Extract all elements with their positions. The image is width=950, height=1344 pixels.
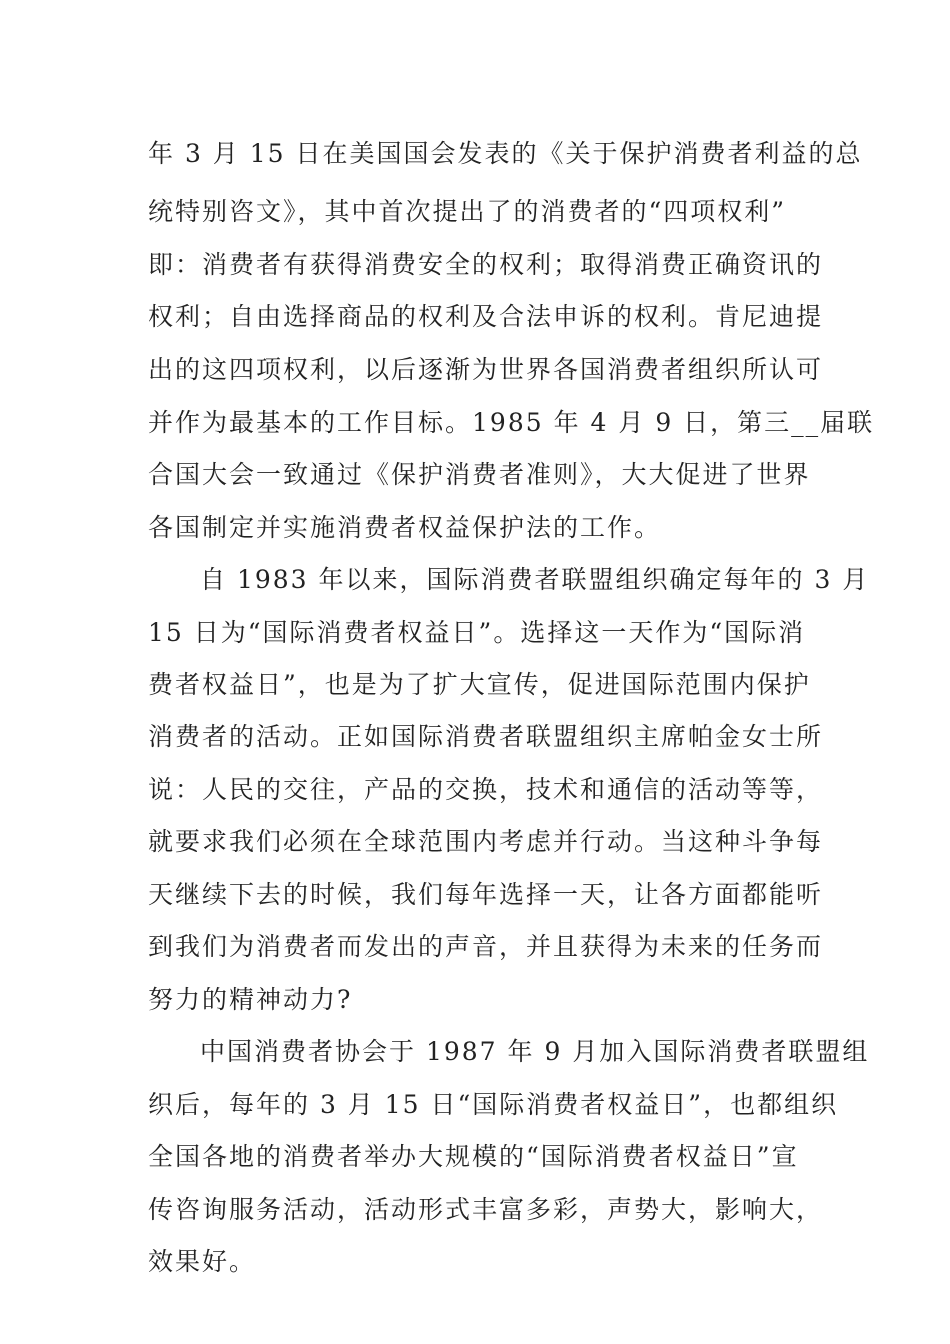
paragraph-1-line-8: 各国制定并实施消费者权益保护法的工作。 xyxy=(148,513,662,542)
paragraph-3-line-2: 织后，每年的 3 月 15 日“国际消费者权益日”，也都组织 xyxy=(148,1090,839,1119)
paragraph-3-line-3: 全国各地的消费者举办大规模的“国际消费者权益日”宣 xyxy=(148,1142,799,1171)
paragraph-3-line-5: 效果好。 xyxy=(148,1247,257,1276)
paragraph-2-line-7: 天继续下去的时候，我们每年选择一天，让各方面都能听 xyxy=(148,880,824,909)
paragraph-3-line-1: 中国消费者协会于 1987 年 9 月加入国际消费者联盟组 xyxy=(200,1037,870,1066)
paragraph-1-line-4: 权利；自由选择商品的权利及合法申诉的权利。肯尼迪提 xyxy=(148,302,824,331)
paragraph-1-line-5: 出的这四项权利，以后逐渐为世界各国消费者组织所认可 xyxy=(148,355,824,384)
paragraph-1-line-7: 合国大会一致通过《保护消费者准则》，大大促进了世界 xyxy=(148,460,811,489)
paragraph-1-line-6: 并作为最基本的工作目标。1985 年 4 月 9 日，第三__届联 xyxy=(148,408,875,437)
paragraph-2-line-5: 说：人民的交往，产品的交换，技术和通信的活动等等， xyxy=(148,775,824,804)
paragraph-1-line-2: 统特别咨文》，其中首次提出了的消费者的“四项权利” xyxy=(148,197,787,226)
paragraph-3-line-4: 传咨询服务活动，活动形式丰富多彩，声势大，影响大， xyxy=(148,1195,824,1224)
paragraph-2-line-6: 就要求我们必须在全球范围内考虑并行动。当这种斗争每 xyxy=(148,827,824,856)
paragraph-2-line-8: 到我们为消费者而发出的声音，并且获得为未来的任务而 xyxy=(148,932,824,961)
paragraph-1-line-1: 年 3 月 15 日在美国国会发表的《关于保护消费者利益的总 xyxy=(148,139,863,168)
paragraph-2-line-4: 消费者的活动。正如国际消费者联盟组织主席帕金女士所 xyxy=(148,722,824,751)
paragraph-2-line-2: 15 日为“国际消费者权益日”。选择这一天作为“国际消 xyxy=(148,618,806,647)
paragraph-1-line-3: 即：消费者有获得消费安全的权利；取得消费正确资讯的 xyxy=(148,250,824,279)
paragraph-2-line-3: 费者权益日”，也是为了扩大宣传，促进国际范围内保护 xyxy=(148,670,811,699)
paragraph-2-line-9: 努力的精神动力? xyxy=(148,985,353,1014)
paragraph-2-line-1: 自 1983 年以来，国际消费者联盟组织确定每年的 3 月 xyxy=(200,565,870,594)
